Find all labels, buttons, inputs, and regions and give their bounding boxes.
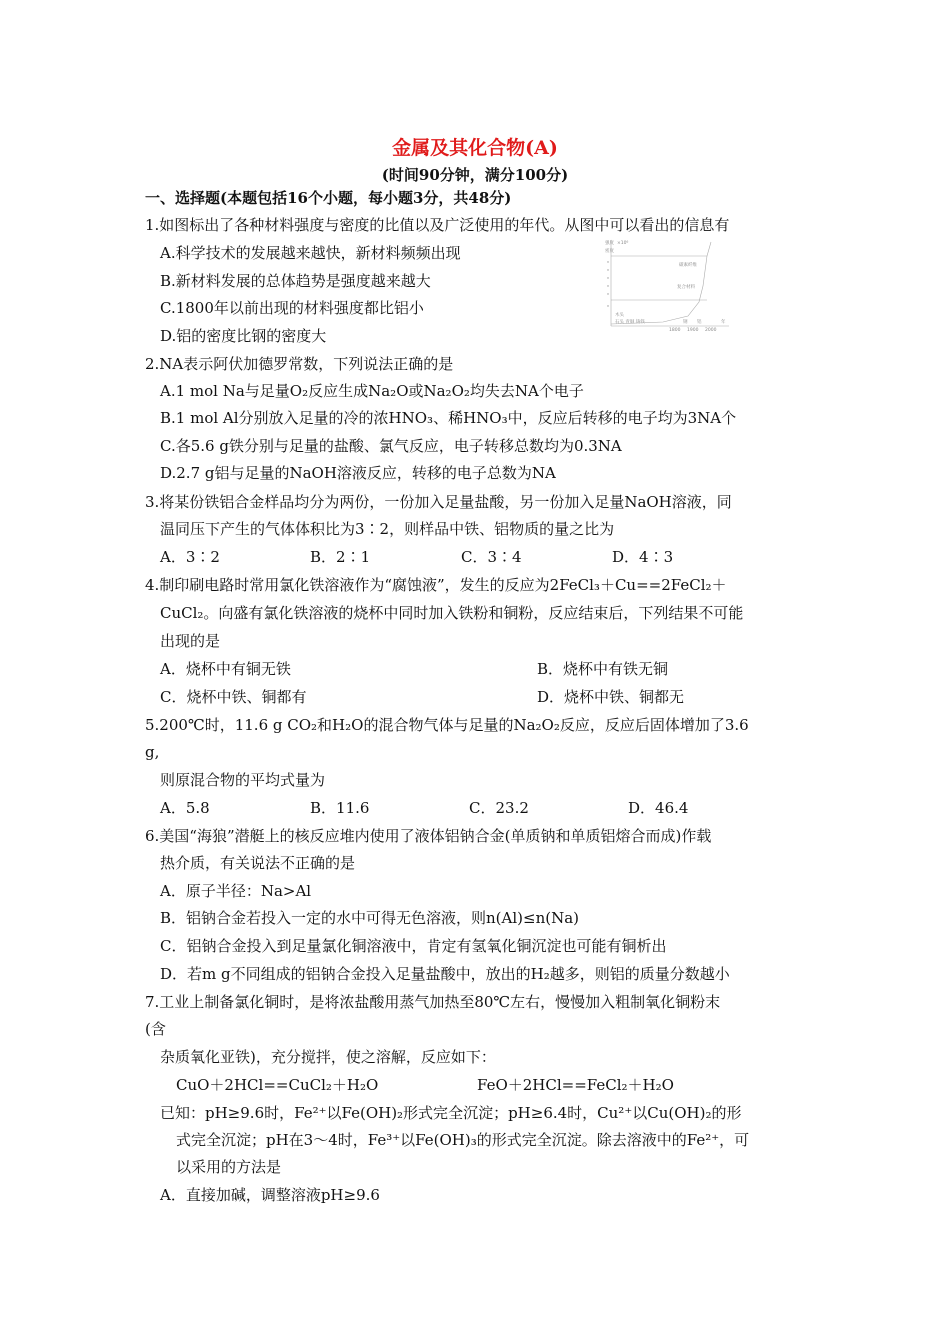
- q4-option-b: B．烧杯中有铁无铜: [537, 660, 669, 678]
- q7-stem-line3: 杂质氧化亚铁)，充分搅拌，使之溶解，反应如下：: [160, 1048, 496, 1066]
- figure-ylabel-density: 密度: [605, 249, 614, 254]
- q7-stem-line2: (含: [145, 1020, 166, 1038]
- q7-stem-line1: 7.工业上制备氯化铜时，是将浓盐酸用蒸气加热至80℃左右，慢慢加入粗制氧化铜粉末: [145, 993, 721, 1011]
- q3-option-d: D．4∶3: [612, 548, 674, 566]
- q3-stem-line1: 3.将某份铁铝合金样品均分为两份，一份加入足量盐酸，另一份加入足量NaOH溶液，同: [145, 493, 732, 511]
- q4-option-a: A．烧杯中有铜无铁: [160, 660, 291, 678]
- figure-label-fiber: 碳素纤维: [679, 263, 697, 268]
- figure-x-1800: 1800: [669, 328, 681, 332]
- figure-label-steel: 钢: [683, 320, 688, 325]
- q2-option-d: D.2.7 g铝与足量的NaOH溶液反应，转移的电子总数为NA: [160, 464, 556, 482]
- q5-stem-line2: g,: [145, 743, 160, 761]
- q7-option-a: A．直接加碱，调整溶液pH≥9.6: [160, 1186, 380, 1204]
- figure-x-unit: 年: [721, 320, 726, 325]
- figure-ylabel-strength: 强度: [605, 241, 614, 246]
- q7-stem-line5: 式完全沉淀；pH在3～4时，Fe³⁺以Fe(OH)₃的形式完全沉淀。除去溶液中的Fe²⁺，可: [176, 1131, 750, 1149]
- q5-option-a: A．5.8: [160, 799, 210, 817]
- q2-stem: 2.NA表示阿伏加德罗常数，下列说法正确的是: [145, 355, 454, 373]
- q6-option-c: C．铝钠合金投入到足量氯化铜溶液中，肯定有氢氧化铜沉淀也可能有铜析出: [160, 937, 667, 955]
- q3-option-b: B．2∶1: [310, 548, 371, 566]
- q1-option-d: D.铝的密度比钢的密度大: [160, 327, 327, 345]
- q5-stem-line3: 则原混合物的平均式量为: [160, 771, 326, 789]
- figure-trend-curve: [611, 242, 711, 324]
- q7-equation-cuo: CuO＋2HCl==CuCl₂＋H₂O: [176, 1076, 379, 1094]
- figure-label-materials: 石头 青铜 铸铁: [615, 320, 645, 325]
- q4-stem-line2: CuCl₂。向盛有氯化铁溶液的烧杯中同时加入铁粉和铜粉，反应结束后，下列结果不可能: [160, 604, 744, 622]
- q5-option-c: C．23.2: [469, 799, 529, 817]
- q1-option-b: B.新材料发展的总体趋势是强度越来越大: [160, 272, 431, 290]
- figure-label-wood: 木头: [615, 313, 624, 318]
- figure-unit: ×10⁶: [617, 241, 629, 246]
- q3-option-a: A．3∶2: [160, 548, 220, 566]
- doc-title: 金属及其化合物(A): [392, 137, 558, 159]
- figure-label-composite: 复合材料: [677, 285, 695, 290]
- q7-equation-feo: FeO＋2HCl==FeCl₂＋H₂O: [477, 1076, 674, 1094]
- figure-x-1900: 1900: [687, 328, 699, 332]
- q5-stem-line1: 5.200℃时，11.6 g CO₂和H₂O的混合物气体与足量的Na₂O₂反应，反应后固体增加了3.6: [145, 716, 749, 734]
- doc-subtitle: (时间90分钟，满分100分): [381, 166, 569, 184]
- q5-option-d: D．46.4: [628, 799, 689, 817]
- q1-stem: 1.如图标出了各种材料强度与密度的比值以及广泛使用的年代。从图中可以看出的信息有: [145, 216, 730, 234]
- q7-stem-line4: 已知：pH≥9.6时，Fe²⁺以Fe(OH)₂形式完全沉淀；pH≥6.4时，Cu²⁺以Cu(OH)₂的形: [160, 1104, 742, 1122]
- q6-option-b: B．铝钠合金若投入一定的水中可得无色溶液，则n(Al)≤n(Na): [160, 909, 580, 927]
- q5-option-b: B．11.6: [310, 799, 370, 817]
- q1-option-c: C.1800年以前出现的材料强度都比铝小: [160, 299, 424, 317]
- q2-option-a: A.1 mol Na与足量O₂反应生成Na₂O或Na₂O₂均失去NA个电子: [160, 382, 584, 400]
- q4-stem-line1: 4.制印刷电路时常用氯化铁溶液作为“腐蚀液”，发生的反应为2FeCl₃＋Cu==2FeCl₂＋: [145, 576, 727, 594]
- q1-option-a: A.科学技术的发展越来越快，新材料频频出现: [160, 244, 461, 262]
- figure-x-2000: 2000: [705, 328, 717, 332]
- q7-stem-line6: 以采用的方法是: [176, 1158, 282, 1176]
- q6-option-d: D．若m g不同组成的铝钠合金投入足量盐酸中，放出的H₂越多，则铝的质量分数越小: [160, 965, 730, 983]
- q3-stem-line2: 温同压下产生的气体体积比为3∶2，则样品中铁、铝物质的量之比为: [160, 520, 615, 538]
- q2-option-b: B.1 mol Al分别放入足量的冷的浓HNO₃、稀HNO₃中，反应后转移的电子均为3NA个: [160, 409, 737, 427]
- q4-stem-line3: 出现的是: [160, 632, 221, 650]
- q6-stem-line2: 热介质，有关说法不正确的是: [160, 854, 356, 872]
- material-strength-figure: [603, 236, 733, 332]
- q2-option-c: C.各5.6 g铁分别与足量的盐酸、氯气反应，电子转移总数均为0.3NA: [160, 437, 622, 455]
- figure-label-al: 铝: [697, 320, 702, 325]
- q4-option-c: C．烧杯中铁、铜都有: [160, 688, 307, 706]
- q6-option-a: A．原子半径：Na>Al: [160, 882, 312, 900]
- q6-stem-line1: 6.美国“海狼”潜艇上的核反应堆内使用了液体铝钠合金(单质钠和单质铝熔合而成)作载: [145, 827, 712, 845]
- section-heading: 一、选择题(本题包括16个小题，每小题3分，共48分): [145, 189, 512, 207]
- q4-option-d: D．烧杯中铁、铜都无: [537, 688, 685, 706]
- q3-option-c: C．3∶4: [461, 548, 522, 566]
